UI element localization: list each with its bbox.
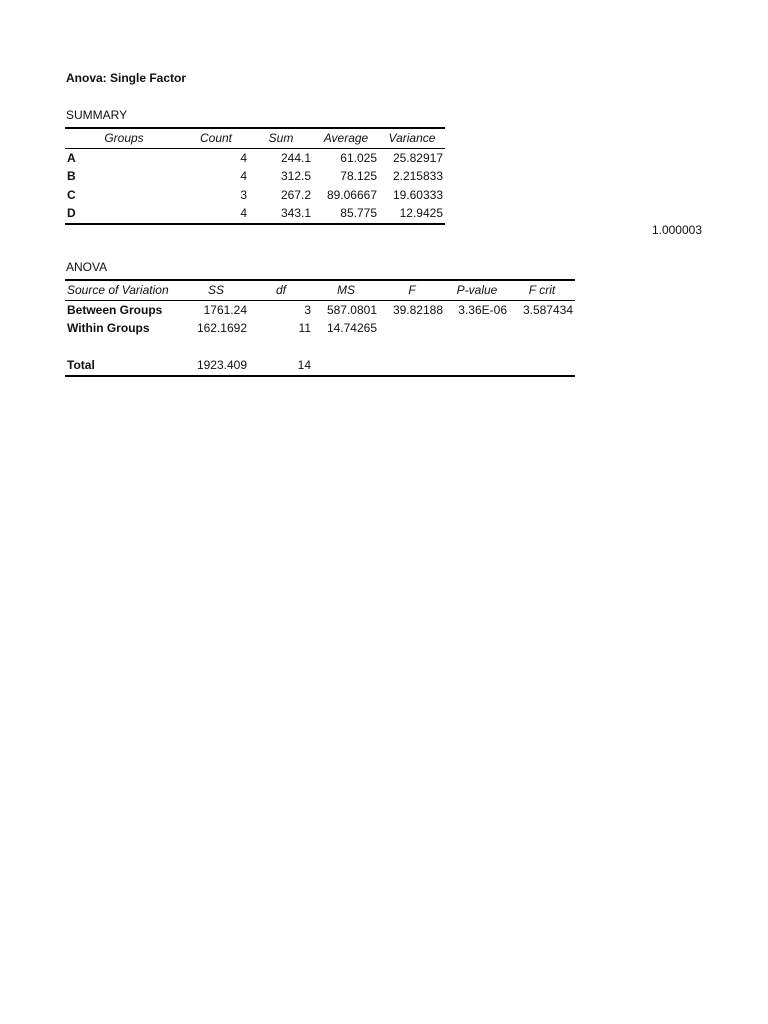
group-variance: 2.215833 <box>392 169 443 183</box>
group-variance: 19.60333 <box>392 187 443 202</box>
p-value <box>445 319 509 338</box>
summary-section-label: SUMMARY <box>66 108 128 122</box>
source-of-variation: Total <box>65 356 183 376</box>
source-of-variation: Between Groups <box>67 302 163 317</box>
anova-row-between <box>65 300 575 319</box>
ss-value: 1923.409 <box>183 356 249 376</box>
group-name: B <box>67 169 76 183</box>
group-sum: 312.5 <box>280 169 311 183</box>
df-value: 14 <box>249 356 313 376</box>
summary-header-groups: Groups <box>65 128 183 148</box>
anova-header-row <box>65 280 575 300</box>
summary-header-sum: Sum <box>249 128 313 148</box>
p-value: 3.36E-06 <box>458 302 507 317</box>
ms-value <box>313 356 379 376</box>
anova-row-total <box>65 356 575 376</box>
group-average: 85.775 <box>313 204 379 224</box>
anova-header-fcrit: F crit <box>509 280 575 300</box>
anova-section-label: ANOVA <box>66 260 108 274</box>
anova-header-ms: MS <box>313 280 379 300</box>
summary-row <box>65 186 445 205</box>
anova-row-blank <box>65 338 575 357</box>
anova-table <box>65 279 575 377</box>
page-title: Anova: Single Factor <box>66 71 187 85</box>
f-value <box>379 319 445 338</box>
summary-header-average: Average <box>313 128 379 148</box>
summary-header-row <box>65 128 445 148</box>
summary-row <box>65 148 445 167</box>
group-variance: 12.9425 <box>379 204 445 224</box>
summary-header-count: Count <box>183 128 249 148</box>
ms-value: 587.0801 <box>326 302 377 317</box>
f-value: 39.82188 <box>392 302 443 317</box>
group-average: 78.125 <box>340 169 377 183</box>
group-sum: 267.2 <box>280 187 311 202</box>
anova-header-f: F <box>379 280 445 300</box>
group-name: D <box>65 204 183 224</box>
p-value <box>445 356 509 376</box>
df-value: 11 <box>298 321 311 335</box>
summary-table <box>65 127 445 225</box>
group-sum: 343.1 <box>249 204 313 224</box>
anova-header-ss: SS <box>183 280 249 300</box>
ms-value: 14.74265 <box>326 321 377 335</box>
anova-row-within <box>65 319 575 338</box>
anova-header-df: df <box>249 280 313 300</box>
f-crit-value: 3.587434 <box>522 302 573 317</box>
group-sum: 244.1 <box>280 150 311 165</box>
blank-cell <box>379 338 445 357</box>
blank-cell <box>313 338 379 357</box>
group-name: C <box>67 187 76 202</box>
summary-header-variance: Variance <box>379 128 445 148</box>
ss-value: 162.1692 <box>196 321 247 335</box>
anova-header-pvalue: P-value <box>445 280 509 300</box>
df-value: 3 <box>304 302 311 317</box>
blank-cell <box>249 338 313 357</box>
blank-cell <box>445 338 509 357</box>
group-count: 3 <box>240 187 247 202</box>
summary-row <box>65 204 445 224</box>
source-of-variation: Within Groups <box>67 321 150 335</box>
group-count: 4 <box>240 150 247 165</box>
group-count: 4 <box>240 169 247 183</box>
summary-row <box>65 167 445 186</box>
ss-value: 1761.24 <box>203 302 247 317</box>
group-count: 4 <box>183 204 249 224</box>
f-crit-value <box>509 356 575 376</box>
anova-header-source: Source of Variation <box>65 280 183 300</box>
blank-cell <box>509 338 575 357</box>
blank-cell <box>183 338 249 357</box>
f-crit-value <box>509 319 575 338</box>
f-value <box>379 356 445 376</box>
blank-cell <box>65 338 183 357</box>
group-average: 61.025 <box>340 150 377 165</box>
group-name: A <box>67 150 76 165</box>
group-variance: 25.82917 <box>392 150 443 165</box>
group-average: 89.06667 <box>326 187 377 202</box>
stray-cell-value: 1.000003 <box>651 223 702 237</box>
